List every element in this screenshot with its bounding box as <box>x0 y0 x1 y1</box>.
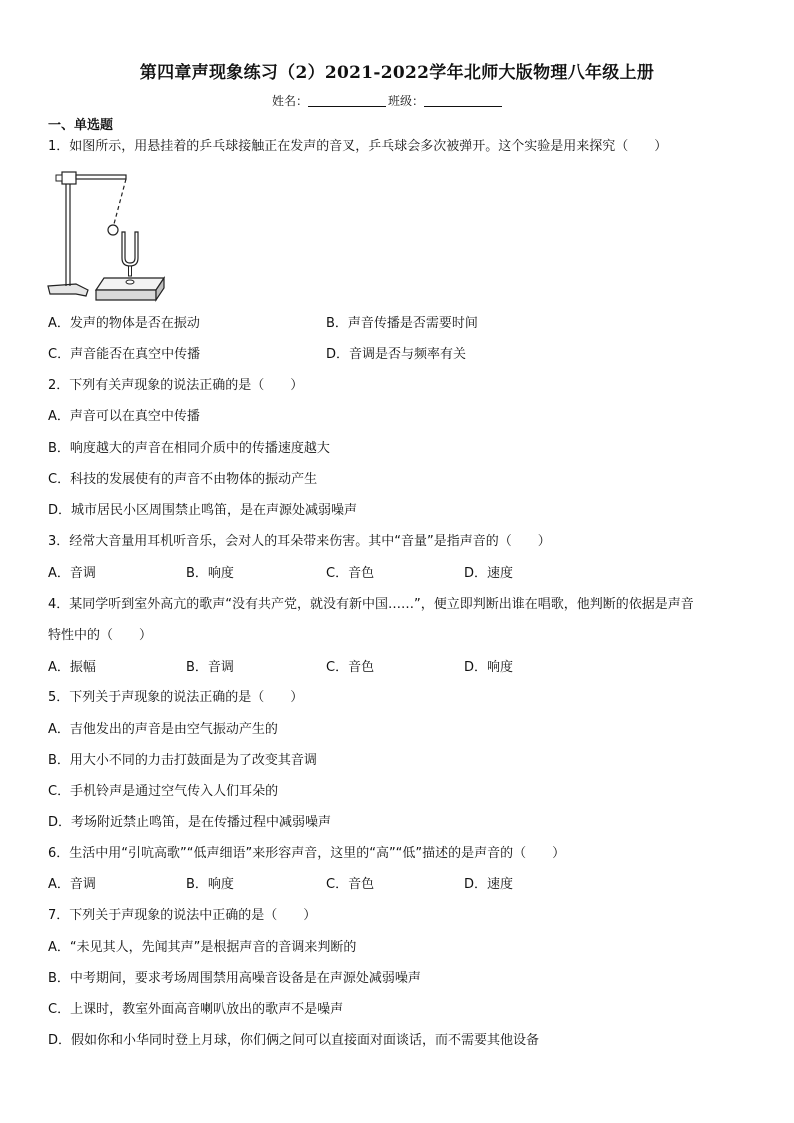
q6-option-d[interactable]: D．速度 <box>464 877 514 892</box>
question-6-stem: 6．生活中用“引吭高歌”“低声细语”来形容声音，这里的“高”“低”描述的是声音的（ ） <box>48 846 566 861</box>
q4-option-d[interactable]: D．响度 <box>464 660 514 675</box>
q7-option-c[interactable]: C．上课时，教室外面高音喇叭放出的歌声不是噪声 <box>48 1002 344 1017</box>
q7-option-a[interactable]: A．“未见其人，先闻其声”是根据声音的音调来判断的 <box>48 940 357 955</box>
stand-clamp <box>62 172 76 184</box>
tuning-fork-figure <box>46 166 176 306</box>
question-2-stem: 2．下列有关声现象的说法正确的是（ ） <box>48 378 304 393</box>
ping-pong-ball <box>108 225 118 235</box>
q5-option-d[interactable]: D．考场附近禁止鸣笛，是在传播过程中减弱噪声 <box>48 815 332 830</box>
stand-arm <box>76 175 126 179</box>
question-4-stem: 4．某同学听到室外高亢的歌声“没有共产党，就没有新中国……”，便立即判断出谁在唱歌，他判断的依据是声音 <box>48 597 694 612</box>
q4-option-a[interactable]: A．振幅 <box>48 660 96 675</box>
name-label: 姓名： <box>272 94 309 108</box>
student-info-fields <box>272 92 504 109</box>
q2-option-c[interactable]: C．科技的发展使有的声音不由物体的振动产生 <box>48 472 318 487</box>
string <box>114 179 126 224</box>
q1-option-d[interactable]: D．音调是否与频率有关 <box>326 347 467 362</box>
name-blank[interactable] <box>308 94 386 107</box>
tuning-fork <box>122 232 138 266</box>
q3-option-b[interactable]: B．响度 <box>186 566 234 581</box>
q4-option-b[interactable]: B．音调 <box>186 660 234 675</box>
q6-option-a[interactable]: A．音调 <box>48 877 96 892</box>
section-heading: 一、单选题 <box>48 118 114 133</box>
stand-base <box>48 284 88 296</box>
question-1-stem: 1．如图所示，用悬挂着的乒乓球接触正在发声的音叉，乒乓球会多次被弹开。这个实验是用来探究（ ） <box>48 139 668 154</box>
q2-option-a[interactable]: A．声音可以在真空中传播 <box>48 409 200 424</box>
q7-option-d[interactable]: D．假如你和小华同时登上月球，你们俩之间可以直接面对面谈话，而不需要其他设备 <box>48 1033 540 1048</box>
q3-option-a[interactable]: A．音调 <box>48 566 96 581</box>
class-label: 班级： <box>388 94 425 108</box>
q2-option-d[interactable]: D．城市居民小区周围禁止鸣笛，是在声源处减弱噪声 <box>48 503 358 518</box>
q5-option-c[interactable]: C．手机铃声是通过空气传入人们耳朵的 <box>48 784 279 799</box>
q6-option-c[interactable]: C．音色 <box>326 877 375 892</box>
q1-option-b[interactable]: B．声音传播是否需要时间 <box>326 316 478 331</box>
question-5-stem: 5．下列关于声现象的说法正确的是（ ） <box>48 690 304 705</box>
q7-option-b[interactable]: B．中考期间，要求考场周围禁用高噪音设备是在声源处减弱噪声 <box>48 971 421 986</box>
q4-option-c[interactable]: C．音色 <box>326 660 375 675</box>
q1-option-c[interactable]: C．声音能否在真空中传播 <box>48 347 201 362</box>
q5-option-a[interactable]: A．吉他发出的声音是由空气振动产生的 <box>48 722 278 737</box>
question-3-stem: 3．经常大音量用耳机听音乐，会对人的耳朵带来伤害。其中“音量”是指声音的（ ） <box>48 534 551 549</box>
q3-option-d[interactable]: D．速度 <box>464 566 514 581</box>
question-4-stem-cont: 特性中的（ ） <box>48 628 153 643</box>
q2-option-b[interactable]: B．响度越大的声音在相同介质中的传播速度越大 <box>48 441 330 456</box>
question-7-stem: 7．下列关于声现象的说法中正确的是（ ） <box>48 908 317 923</box>
q3-option-c[interactable]: C．音色 <box>326 566 375 581</box>
class-blank[interactable] <box>424 94 502 107</box>
q5-option-b[interactable]: B．用大小不同的力击打鼓面是为了改变其音调 <box>48 753 317 768</box>
q6-option-b[interactable]: B．响度 <box>186 877 234 892</box>
document-title: 第四章声现象练习（2）2021-2022学年北师大版物理八年级上册 <box>139 63 655 83</box>
q1-option-a[interactable]: A．发声的物体是否在振动 <box>48 316 200 331</box>
